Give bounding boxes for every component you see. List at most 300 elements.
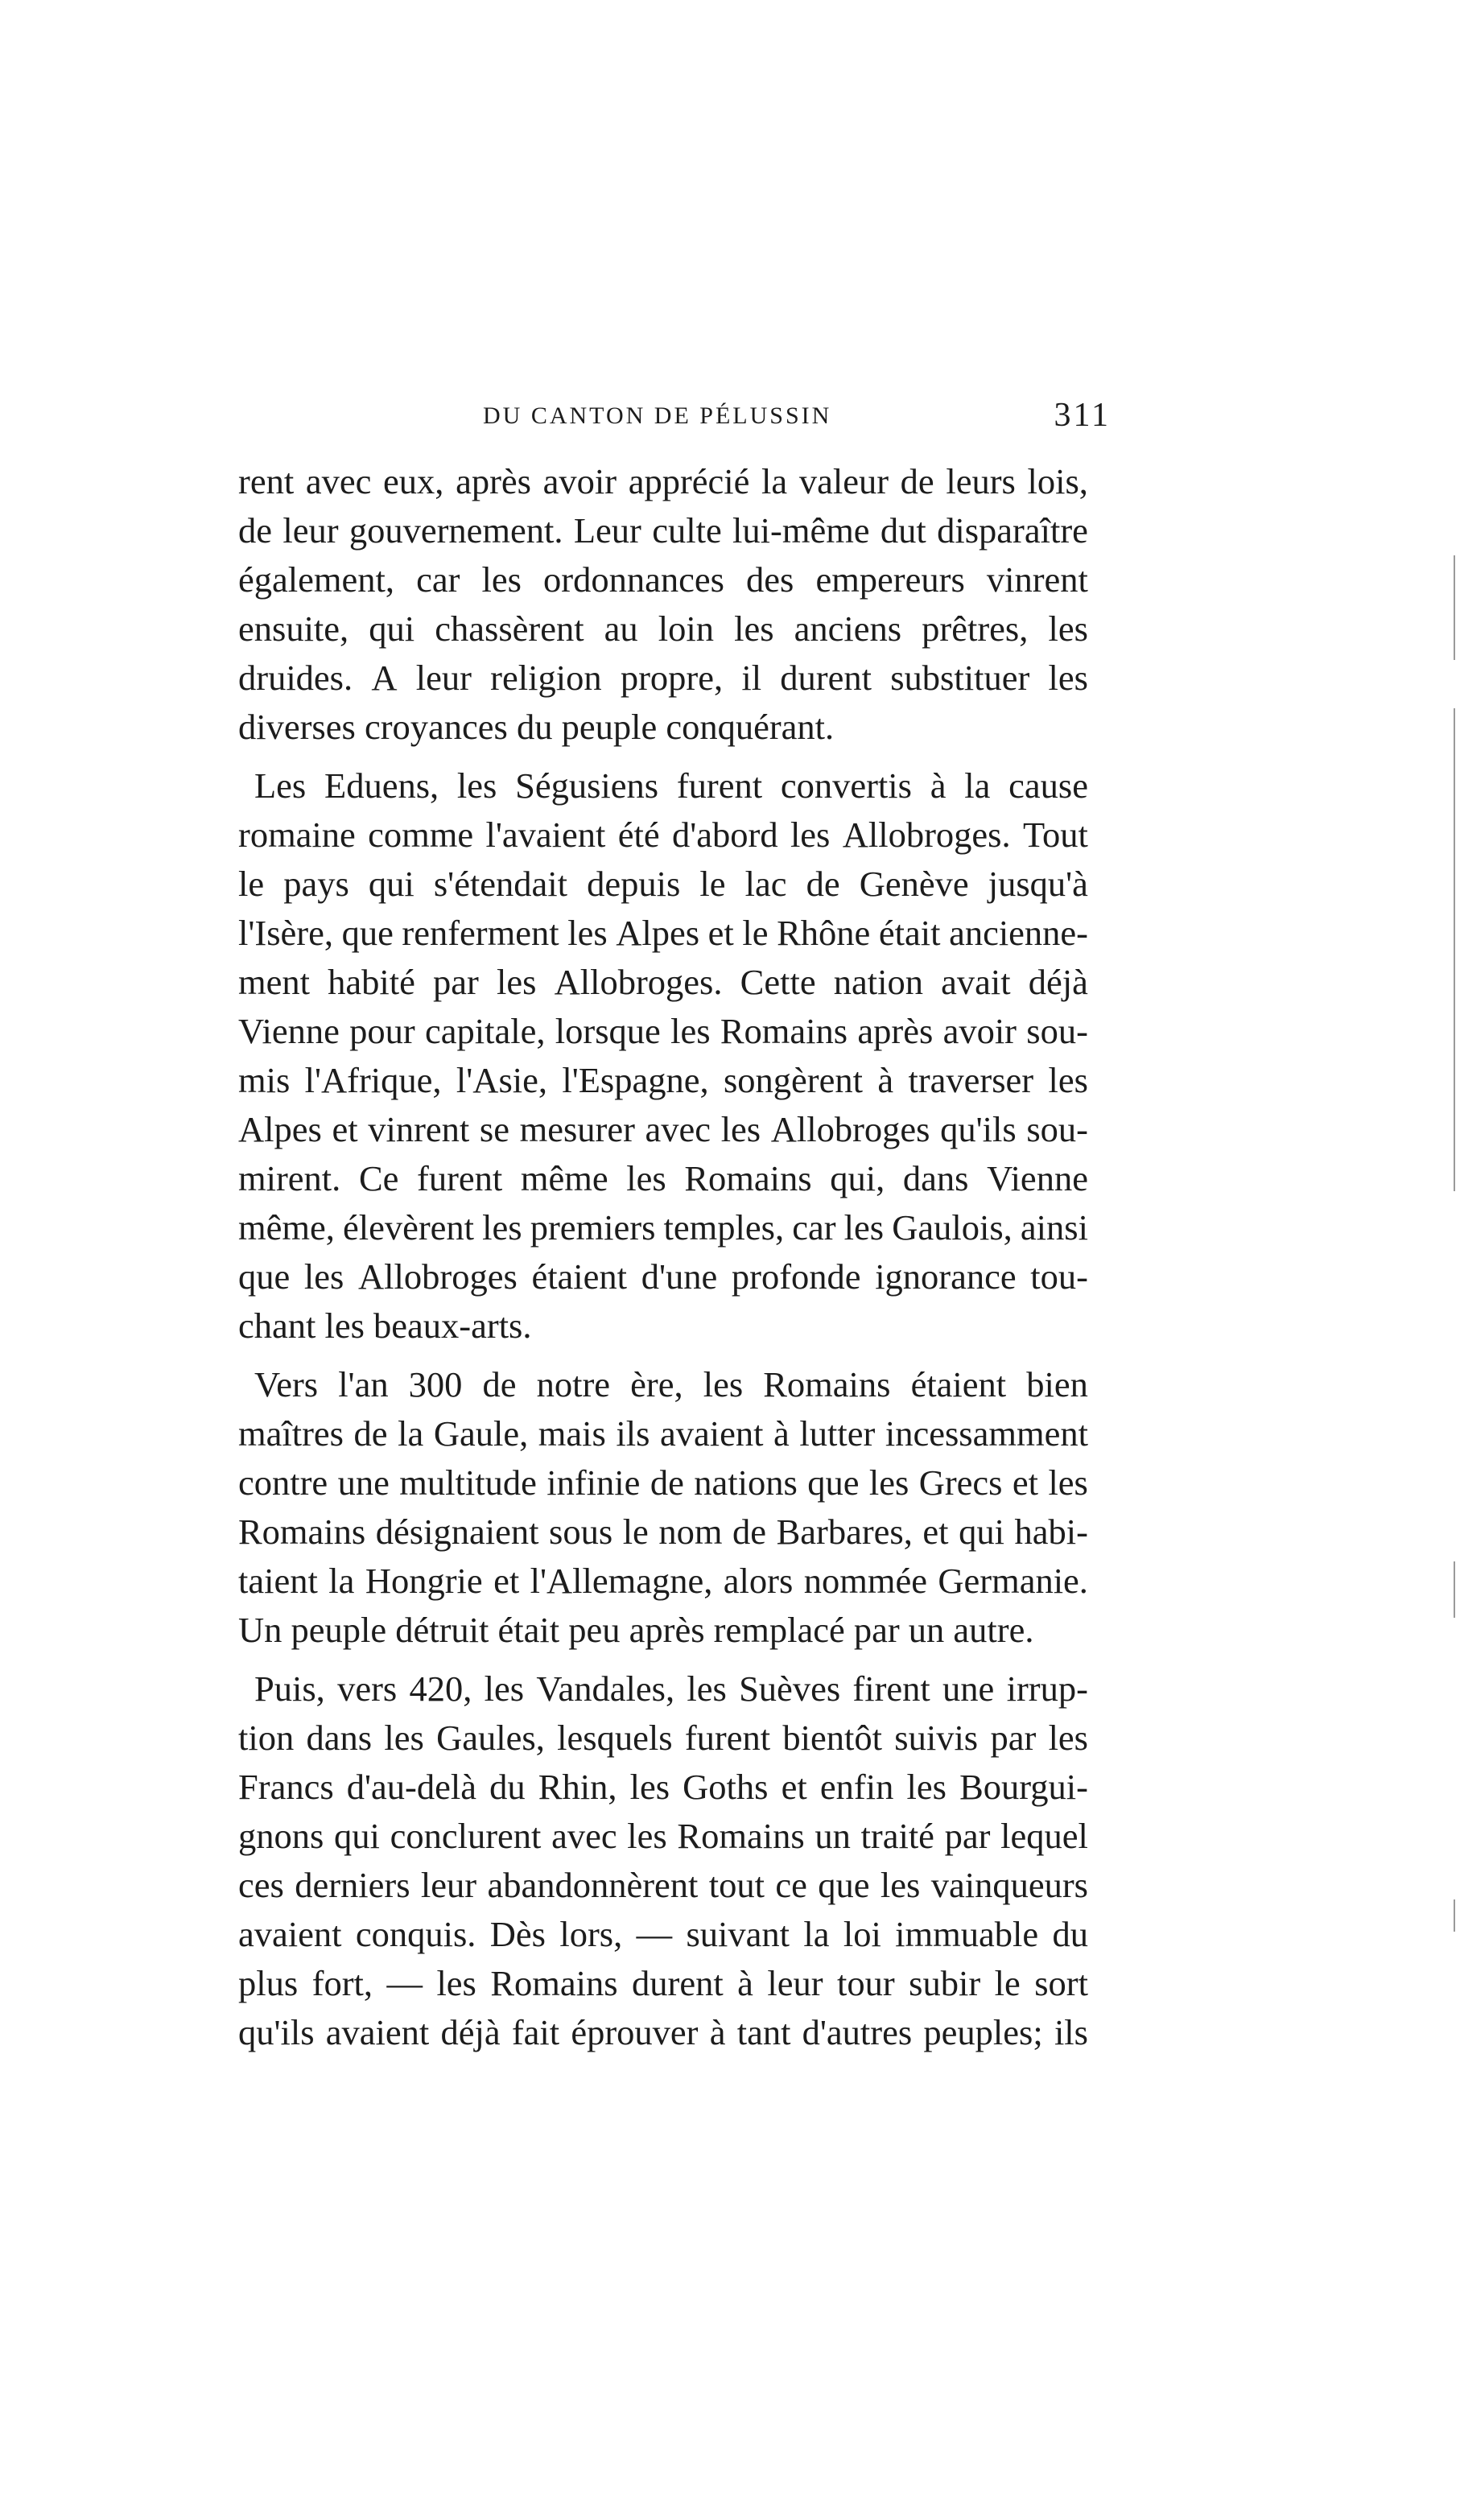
- text-line: [238, 1507, 1088, 1557]
- word: avec: [645, 1109, 711, 1149]
- text-line: [238, 1252, 1088, 1301]
- word: les: [880, 1865, 921, 1905]
- word: mis: [238, 1060, 291, 1100]
- word: car: [416, 559, 460, 600]
- word: leur: [767, 1963, 823, 2003]
- word: à: [773, 1413, 790, 1454]
- word: la: [328, 1561, 355, 1601]
- word: leur: [415, 658, 472, 698]
- text-line: Un peuple détruit était peu après remplacé par un autre.: [238, 1610, 1034, 1650]
- word: Les: [254, 765, 307, 806]
- word: par: [433, 962, 479, 1002]
- word: convertis: [780, 765, 912, 806]
- word: depuis: [587, 864, 681, 904]
- word: les: [790, 815, 831, 855]
- word: tant: [736, 2012, 791, 2052]
- word: des: [746, 559, 794, 600]
- word: par: [944, 1816, 991, 1856]
- word: les: [1048, 658, 1088, 698]
- paragraph-gap: [238, 1351, 1088, 1360]
- word: les: [703, 1364, 744, 1404]
- word: qui,: [830, 1158, 885, 1198]
- word: nom: [658, 1512, 723, 1552]
- text-line: [238, 1203, 1088, 1252]
- word: Vienne: [987, 1158, 1088, 1198]
- word: 300: [408, 1364, 463, 1404]
- word: Puis,: [254, 1668, 325, 1709]
- word: les: [567, 913, 608, 953]
- word: substituer: [890, 658, 1030, 698]
- word: Allobroges: [770, 1109, 930, 1149]
- word: gnons: [238, 1816, 324, 1856]
- word: l'an: [338, 1364, 389, 1404]
- text-line: [238, 909, 1088, 958]
- word: étaient: [531, 1256, 628, 1297]
- word: un: [815, 1816, 851, 1856]
- word: suivis: [894, 1718, 979, 1758]
- text-line: [238, 1557, 1088, 1606]
- word: Vers: [254, 1364, 319, 1404]
- word: les: [456, 765, 497, 806]
- text-line: [238, 1714, 1088, 1763]
- word: les: [481, 559, 522, 600]
- word: Rhin,: [538, 1767, 617, 1807]
- text-line: [238, 654, 1088, 703]
- body-text: [238, 457, 1088, 2057]
- word: contre: [238, 1462, 328, 1503]
- word: que: [238, 1256, 291, 1297]
- word: éprouver: [571, 2012, 699, 2052]
- word: les: [497, 962, 537, 1002]
- word: de: [353, 1413, 388, 1454]
- word: se: [479, 1109, 509, 1149]
- word: avait: [941, 962, 1011, 1002]
- word: loin: [658, 608, 715, 649]
- word: Genève: [859, 864, 969, 904]
- word: furent: [417, 1158, 503, 1198]
- paragraph: [238, 1360, 1088, 1655]
- text-line: [238, 761, 1088, 810]
- word: vinrent: [368, 1109, 470, 1149]
- word: comme: [368, 815, 474, 855]
- word: peuples;: [923, 2012, 1043, 2052]
- word: Romains: [763, 1364, 891, 1404]
- word: Cette: [740, 962, 816, 1002]
- text-line: diverses croyances du peuple conquérant.: [238, 707, 835, 747]
- word: tout: [708, 1865, 765, 1905]
- word: l'Allemagne,: [530, 1561, 713, 1601]
- word: sort: [1034, 1963, 1088, 2003]
- word: et: [1012, 1462, 1039, 1503]
- word: Dès: [489, 1914, 546, 1954]
- word: leurs: [946, 461, 1016, 501]
- word: jusqu'à: [988, 864, 1088, 904]
- word: avec: [551, 1816, 617, 1856]
- word: ère,: [630, 1364, 683, 1404]
- word: qui: [959, 1512, 1004, 1552]
- text-line: [238, 1409, 1088, 1458]
- word: les: [482, 1207, 522, 1248]
- word: désignaient: [375, 1512, 539, 1552]
- running-title: DU CANTON DE PÉLUSSIN: [483, 402, 832, 429]
- word: une: [337, 1462, 390, 1503]
- word: Rhône: [777, 913, 871, 953]
- word: incessamment: [885, 1413, 1088, 1454]
- word: cause: [1008, 765, 1088, 806]
- word: Gaules,: [436, 1718, 545, 1758]
- word: mirent.: [238, 1158, 341, 1198]
- word: à: [877, 1060, 894, 1100]
- word: Romains: [684, 1158, 812, 1198]
- word: nations: [694, 1462, 798, 1503]
- word: que: [807, 1462, 860, 1503]
- word: l'avaient: [485, 815, 606, 855]
- word: le: [238, 864, 265, 904]
- word: 420,: [409, 1668, 472, 1709]
- word: les: [670, 1011, 711, 1051]
- word: dut: [880, 510, 926, 551]
- word: déjà: [1028, 962, 1088, 1002]
- word: ignorance: [875, 1256, 1017, 1297]
- word: songèrent: [723, 1060, 863, 1100]
- word: subir: [909, 1963, 981, 2003]
- word: ordonnances: [543, 559, 724, 600]
- word: de: [900, 461, 934, 501]
- word: gouvernement.: [349, 510, 563, 551]
- word: qu'ils: [940, 1109, 1017, 1149]
- word: furent: [676, 765, 763, 806]
- word: ensuite,: [238, 608, 349, 649]
- text-line: [238, 506, 1088, 555]
- word: profonde: [731, 1256, 861, 1297]
- word: suivant: [686, 1914, 790, 1954]
- word: Barbares,: [776, 1512, 913, 1552]
- word: car: [792, 1207, 836, 1248]
- scan-margin-mark: [1454, 1561, 1455, 1618]
- word: loi: [843, 1914, 881, 1954]
- word: Leur: [573, 510, 641, 551]
- word: d'autres: [802, 2012, 913, 2052]
- text-line: [238, 1154, 1088, 1203]
- text-line: [238, 1056, 1088, 1105]
- word: d'une: [641, 1256, 718, 1297]
- word: de: [806, 864, 840, 904]
- word: disparaître: [937, 510, 1088, 551]
- word: ce: [775, 1865, 807, 1905]
- word: culte: [652, 510, 722, 551]
- word: plus: [238, 1963, 299, 2003]
- word: et: [332, 1109, 358, 1149]
- paragraph-gap: [238, 1655, 1088, 1664]
- text-line: [238, 860, 1088, 909]
- page-header: [483, 396, 1111, 444]
- word: ils: [616, 1413, 650, 1454]
- word: également,: [238, 559, 394, 600]
- word: les: [687, 1668, 727, 1709]
- word: l'Afrique,: [304, 1060, 442, 1100]
- word: Allobroges: [358, 1256, 518, 1297]
- text-line: [238, 1360, 1088, 1409]
- word: traverser: [908, 1060, 1034, 1100]
- paragraph-gap: [238, 752, 1088, 761]
- word: après: [456, 461, 531, 501]
- text-line: [238, 1910, 1088, 1959]
- word: bien: [1026, 1364, 1088, 1404]
- word: Alpes: [238, 1109, 322, 1149]
- word: de: [650, 1462, 684, 1503]
- word: il: [741, 658, 762, 698]
- word: avaient: [238, 1914, 342, 1954]
- word: tour: [837, 1963, 895, 2003]
- text-line: [238, 810, 1088, 860]
- word: Romains: [677, 1816, 805, 1856]
- word: Ce: [358, 1158, 399, 1198]
- word: prêtres,: [922, 608, 1029, 649]
- word: avaient: [325, 2012, 430, 2052]
- text-line: [238, 1812, 1088, 1861]
- scan-margin-mark: [1454, 555, 1455, 660]
- paragraph: [238, 761, 1088, 1351]
- word: alors: [723, 1561, 794, 1601]
- text-line: chant les beaux-arts.: [238, 1305, 532, 1346]
- word: traité: [860, 1816, 934, 1856]
- word: vers: [337, 1668, 398, 1709]
- word: Vandales,: [536, 1668, 675, 1709]
- word: qui: [369, 608, 415, 649]
- word: la: [964, 765, 991, 806]
- word: les: [1048, 1060, 1088, 1100]
- word: après: [857, 1011, 934, 1051]
- word: était: [878, 913, 941, 953]
- word: même: [520, 1158, 608, 1198]
- word: sou-: [1026, 1109, 1088, 1149]
- word: sou-: [1026, 1011, 1088, 1051]
- text-line: [238, 604, 1088, 654]
- word: ces: [238, 1865, 284, 1905]
- word: s'étendait: [433, 864, 568, 904]
- word: Vienne: [238, 1011, 340, 1051]
- word: druides.: [238, 658, 353, 698]
- word: que: [341, 913, 394, 953]
- word: les: [843, 1207, 885, 1248]
- word: A: [371, 658, 398, 698]
- word: durent: [632, 1963, 724, 2003]
- word: lorsque: [555, 1011, 661, 1051]
- word: renferment: [402, 913, 559, 953]
- word: les: [436, 1963, 476, 2003]
- word: conclurent: [390, 1816, 542, 1856]
- word: vinrent: [986, 559, 1088, 600]
- word: mais: [538, 1413, 606, 1454]
- word: les: [720, 1109, 761, 1149]
- word: ment: [238, 962, 310, 1002]
- word: avoir: [542, 461, 617, 501]
- word: temples,: [663, 1207, 785, 1248]
- word: lui-même: [732, 510, 870, 551]
- word: nation: [833, 962, 923, 1002]
- word: dans: [306, 1718, 373, 1758]
- word: les: [1048, 1718, 1088, 1758]
- word: ils: [1054, 2012, 1088, 2052]
- word: les: [734, 608, 774, 649]
- word: lesquels: [557, 1718, 673, 1758]
- word: habi-: [1014, 1512, 1088, 1552]
- word: Tout: [1022, 815, 1088, 855]
- word: le: [622, 1512, 649, 1552]
- word: habité: [328, 962, 415, 1002]
- word: tou-: [1030, 1256, 1088, 1297]
- word: Eduens,: [324, 765, 439, 806]
- word: le: [994, 1963, 1021, 2003]
- word: du: [489, 1767, 526, 1807]
- text-line: [238, 1105, 1088, 1154]
- word: Goths: [683, 1767, 769, 1807]
- word: été: [617, 815, 660, 855]
- word: eux,: [383, 461, 444, 501]
- word: le: [699, 864, 726, 904]
- word: valeur: [798, 461, 889, 501]
- word: qui: [334, 1816, 380, 1856]
- word: l'Espagne,: [562, 1060, 709, 1100]
- word: Allobroges.: [842, 815, 1011, 855]
- word: notre: [536, 1364, 611, 1404]
- word: avoir: [942, 1011, 1017, 1051]
- word: Francs: [238, 1767, 334, 1807]
- word: lac: [744, 864, 787, 904]
- word: les: [868, 1462, 909, 1503]
- word: premiers: [530, 1207, 656, 1248]
- word: chassèrent: [435, 608, 584, 649]
- word: tion: [238, 1718, 295, 1758]
- word: pays: [283, 864, 349, 904]
- word: les: [627, 1816, 667, 1856]
- word: vainqueurs: [930, 1865, 1088, 1905]
- text-line: [238, 1007, 1088, 1056]
- word: mesurer: [519, 1109, 635, 1149]
- word: ancienne-: [949, 913, 1088, 953]
- text-line: [238, 1959, 1088, 2008]
- word: à: [709, 2012, 726, 2052]
- word: Romains: [238, 1512, 366, 1552]
- word: d'abord: [671, 815, 778, 855]
- word: lutter: [799, 1413, 876, 1454]
- word: furent: [684, 1718, 771, 1758]
- scan-margin-mark: [1454, 1899, 1455, 1932]
- word: de: [482, 1364, 517, 1404]
- word: enfin: [819, 1767, 894, 1807]
- word: les: [1048, 1462, 1088, 1503]
- paragraph: [238, 457, 1088, 752]
- word: et: [707, 913, 734, 953]
- word: leur: [283, 510, 339, 551]
- word: Romains: [490, 1963, 618, 2003]
- word: durent: [780, 658, 872, 698]
- text-line: [238, 1664, 1088, 1714]
- word: d'au-delà: [346, 1767, 476, 1807]
- word: leur: [420, 1865, 477, 1905]
- text-line: [238, 1763, 1088, 1812]
- word: les: [384, 1718, 424, 1758]
- word: les: [484, 1668, 525, 1709]
- word: la: [803, 1914, 830, 1954]
- word: et: [781, 1767, 807, 1807]
- word: et: [493, 1561, 520, 1601]
- word: Romains: [720, 1011, 848, 1051]
- word: derniers: [295, 1865, 410, 1905]
- word: une: [942, 1668, 995, 1709]
- word: bientôt: [782, 1718, 882, 1758]
- word: étaient: [910, 1364, 1007, 1404]
- text-line: [238, 2008, 1088, 2057]
- word: propre,: [620, 658, 724, 698]
- word: lois,: [1027, 461, 1088, 501]
- word: Hongrie: [365, 1561, 483, 1601]
- word: pour: [349, 1011, 415, 1051]
- word: Grecs: [918, 1462, 1003, 1503]
- word: de: [732, 1512, 767, 1552]
- word: dans: [902, 1158, 969, 1198]
- word: que: [818, 1865, 870, 1905]
- word: élevèrent: [342, 1207, 475, 1248]
- word: lors,: [559, 1914, 623, 1954]
- word: les: [626, 1158, 666, 1198]
- word: Gaulois,: [892, 1207, 1013, 1248]
- page-number: 311: [1054, 397, 1111, 434]
- word: Suèves: [739, 1668, 841, 1709]
- word: maîtres: [238, 1413, 344, 1454]
- word: de: [238, 510, 273, 551]
- word: l'Asie,: [456, 1060, 547, 1100]
- word: au: [604, 608, 638, 649]
- word: Gaule,: [433, 1413, 529, 1454]
- word: ainsi: [1020, 1207, 1088, 1248]
- word: abandonnèrent: [487, 1865, 699, 1905]
- word: multitude: [399, 1462, 537, 1503]
- word: Ségusiens: [515, 765, 659, 806]
- word: lequel: [1000, 1816, 1088, 1856]
- word: apprécié: [628, 461, 750, 501]
- word: taient: [238, 1561, 318, 1601]
- word: irrup-: [1006, 1668, 1088, 1709]
- word: le: [742, 913, 769, 953]
- scan-margin-mark: [1454, 708, 1455, 1191]
- word: les: [1048, 608, 1088, 649]
- word: la: [398, 1413, 424, 1454]
- word: qu'ils: [238, 2012, 315, 2052]
- paragraph: [238, 1664, 1088, 2057]
- word: avaient: [659, 1413, 764, 1454]
- word: à: [737, 1963, 753, 2003]
- word: —: [636, 1914, 673, 1954]
- word: sous: [549, 1512, 613, 1552]
- word: anciens: [794, 608, 902, 649]
- word: déjà: [440, 2012, 501, 2052]
- word: l'Isère,: [238, 913, 333, 953]
- word: religion: [490, 658, 602, 698]
- word: nommée: [803, 1561, 927, 1601]
- word: romaine: [238, 815, 356, 855]
- word: les: [906, 1767, 947, 1807]
- word: —: [386, 1963, 423, 2003]
- text-line: [238, 958, 1088, 1007]
- word: Germanie.: [938, 1561, 1088, 1601]
- text-line: [238, 1458, 1088, 1507]
- word: du: [1052, 1914, 1088, 1954]
- word: qui: [368, 864, 414, 904]
- text-line: [238, 1861, 1088, 1910]
- word: la: [761, 461, 788, 501]
- word: rent: [238, 461, 295, 501]
